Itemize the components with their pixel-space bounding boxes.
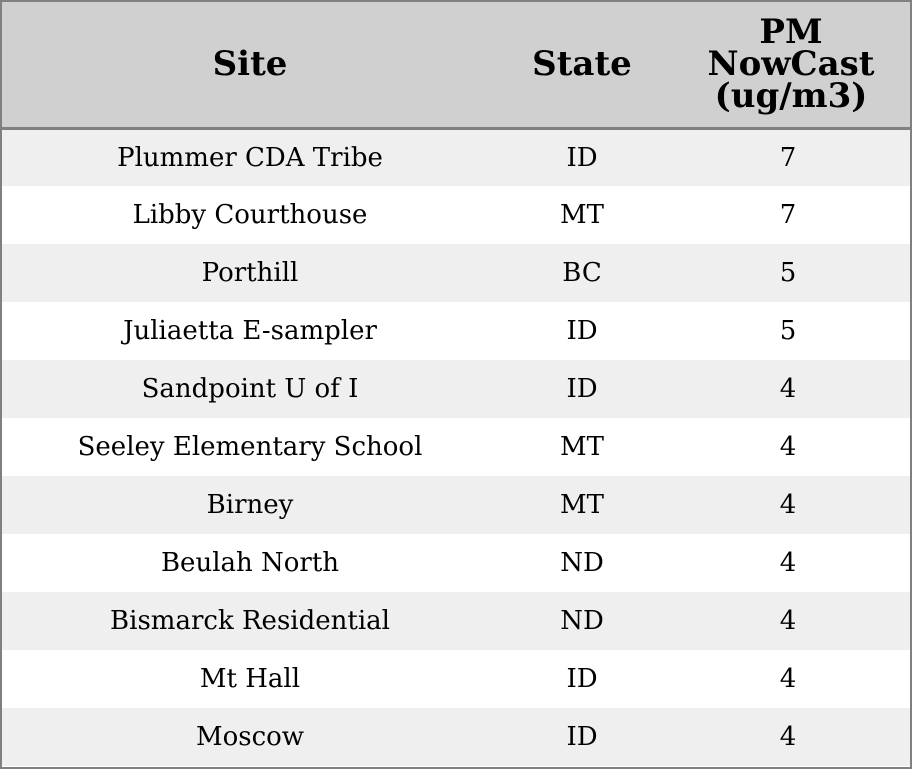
table-row [2, 534, 910, 592]
table-body [2, 128, 910, 766]
cell-pm-value: 7 [666, 128, 910, 186]
cell-site: Plummer CDA Tribe [2, 128, 498, 186]
table-row [2, 418, 910, 476]
cell-pm-value: 4 [666, 360, 910, 418]
table-header [2, 2, 910, 128]
cell-site: Juliaetta E-sampler [2, 302, 498, 360]
cell-pm-value: 5 [666, 302, 910, 360]
cell-site: Sandpoint U of I [2, 360, 498, 418]
cell-state: ID [498, 302, 666, 360]
cell-site: Libby Courthouse [2, 186, 498, 244]
cell-pm-value: 4 [666, 476, 910, 534]
table-row [2, 476, 910, 534]
table-row [2, 650, 910, 708]
air-quality-table [2, 2, 910, 766]
cell-site: Moscow [2, 708, 498, 766]
header-site: Site [2, 2, 498, 128]
cell-state: MT [498, 186, 666, 244]
table-row [2, 592, 910, 650]
cell-state: ND [498, 592, 666, 650]
cell-state: ID [498, 650, 666, 708]
header-row [2, 2, 910, 128]
table-row [2, 708, 910, 766]
table-row [2, 302, 910, 360]
cell-state: ND [498, 534, 666, 592]
cell-state: ID [498, 708, 666, 766]
cell-state: ID [498, 360, 666, 418]
cell-state: ID [498, 128, 666, 186]
cell-pm-value: 4 [666, 534, 910, 592]
cell-site: Beulah North [2, 534, 498, 592]
cell-pm-value: 4 [666, 650, 910, 708]
cell-pm-value: 5 [666, 244, 910, 302]
header-pm-nowcast: PM NowCast (ug/m3) [666, 2, 910, 128]
cell-pm-value: 4 [666, 592, 910, 650]
table-row [2, 128, 910, 186]
cell-site: Birney [2, 476, 498, 534]
table-row [2, 360, 910, 418]
cell-site: Porthill [2, 244, 498, 302]
cell-pm-value: 7 [666, 186, 910, 244]
cell-site: Mt Hall [2, 650, 498, 708]
cell-site: Bismarck Residential [2, 592, 498, 650]
cell-site: Seeley Elementary School [2, 418, 498, 476]
cell-pm-value: 4 [666, 418, 910, 476]
header-state: State [498, 2, 666, 128]
table-row [2, 244, 910, 302]
cell-state: BC [498, 244, 666, 302]
cell-state: MT [498, 476, 666, 534]
table-row [2, 186, 910, 244]
cell-state: MT [498, 418, 666, 476]
cell-pm-value: 4 [666, 708, 910, 766]
